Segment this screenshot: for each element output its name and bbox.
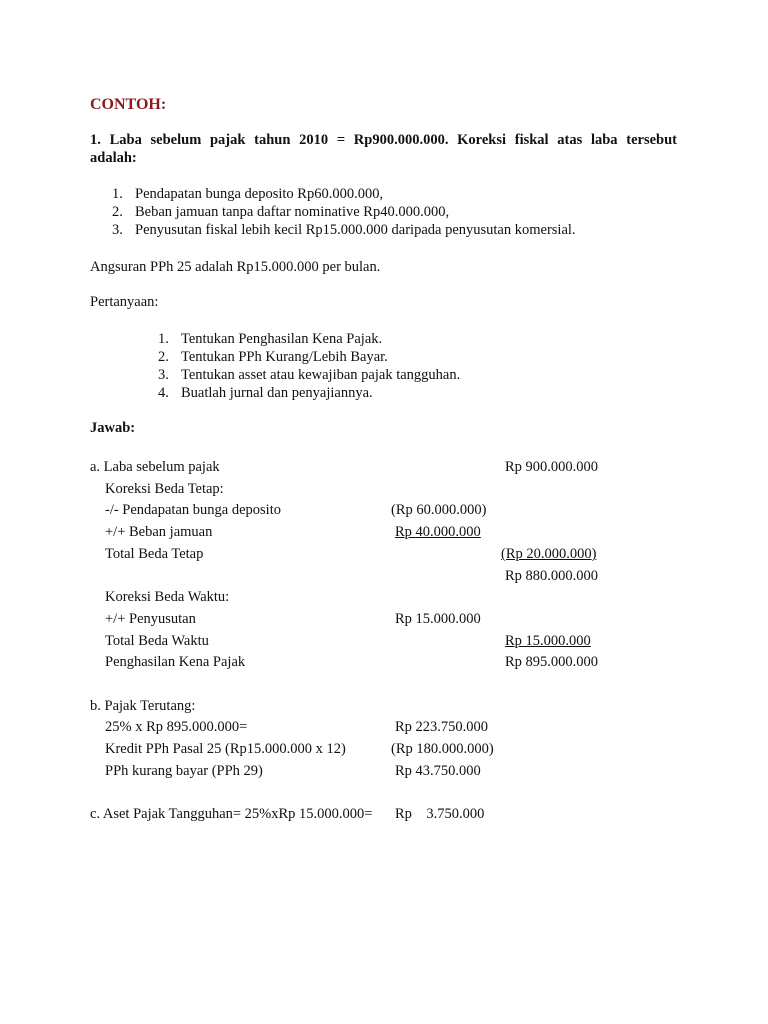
row-amount: (Rp 60.000.000) — [391, 502, 487, 518]
row-amount: Rp 40.000.000 — [395, 524, 481, 540]
list-item: Tentukan asset atau kewajiban pajak tangguhan. — [181, 367, 461, 383]
list-number: 2. — [158, 349, 169, 365]
row-label: -/- Pendapatan bunga deposito — [105, 502, 281, 518]
list-number: 3. — [158, 367, 169, 383]
answer-label: Jawab: — [90, 420, 136, 436]
row-label: c. Aset Pajak Tangguhan= 25%xRp 15.000.000= — [90, 806, 373, 822]
row-label: a. Laba sebelum pajak — [90, 459, 220, 475]
list-number: 1. — [112, 186, 123, 202]
row-label: PPh kurang bayar (PPh 29) — [105, 763, 263, 779]
row-label: Kredit PPh Pasal 25 (Rp15.000.000 x 12) — [105, 741, 346, 757]
problem-statement — [90, 131, 677, 167]
row-label: 25% x Rp 895.000.000= — [105, 719, 248, 735]
list-item: Beban jamuan tanpa daftar nominative Rp40.000.000, — [135, 204, 450, 220]
row-total: Rp 895.000.000 — [505, 654, 599, 670]
installment-text: Angsuran PPh 25 adalah Rp15.000.000 per bulan. — [90, 259, 381, 275]
list-number: 2. — [112, 204, 123, 220]
row-label: Koreksi Beda Waktu: — [105, 589, 230, 605]
list-item: Pendapatan bunga deposito Rp60.000.000, — [135, 186, 384, 202]
list-number: 4. — [158, 385, 169, 401]
list-item: Tentukan PPh Kurang/Lebih Bayar. — [181, 349, 388, 365]
row-label: Total Beda Tetap — [105, 546, 204, 562]
row-amount: Rp 43.750.000 — [395, 763, 481, 779]
list-number: 1. — [158, 331, 169, 347]
questions-label: Pertanyaan: — [90, 294, 159, 310]
list-number: 3. — [112, 222, 123, 238]
row-label: +/+ Penyusutan — [105, 611, 196, 627]
list-item: Penyusutan fiskal lebih kecil Rp15.000.000 daripada penyusutan komersial. — [135, 222, 576, 238]
row-total: Rp 15.000.000 — [505, 633, 591, 649]
row-label: Total Beda Waktu — [105, 633, 209, 649]
row-label: b. Pajak Terutang: — [90, 698, 196, 714]
list-item: Buatlah jurnal dan penyajiannya. — [181, 385, 373, 401]
row-total: Rp 900.000.000 — [505, 459, 599, 475]
problem-line-2: adalah: — [90, 150, 137, 166]
list-item: Tentukan Penghasilan Kena Pajak. — [181, 331, 383, 347]
page-title: CONTOH: — [90, 96, 167, 113]
row-label: Koreksi Beda Tetap: — [105, 481, 224, 497]
row-total: (Rp 20.000.000) — [501, 546, 597, 562]
problem-line-1: 1. Laba sebelum pajak tahun 2010 = Rp900.000.000. Koreksi fiskal atas laba tersebut — [90, 132, 677, 148]
row-amount: Rp 15.000.000 — [395, 611, 481, 627]
row-amount: Rp 223.750.000 — [395, 719, 489, 735]
row-total: Rp 880.000.000 — [505, 568, 599, 584]
row-amount: (Rp 180.000.000) — [391, 741, 494, 757]
row-amount: Rp 3.750.000 — [395, 806, 485, 822]
row-label: Penghasilan Kena Pajak — [105, 654, 246, 670]
row-label: +/+ Beban jamuan — [105, 524, 213, 540]
